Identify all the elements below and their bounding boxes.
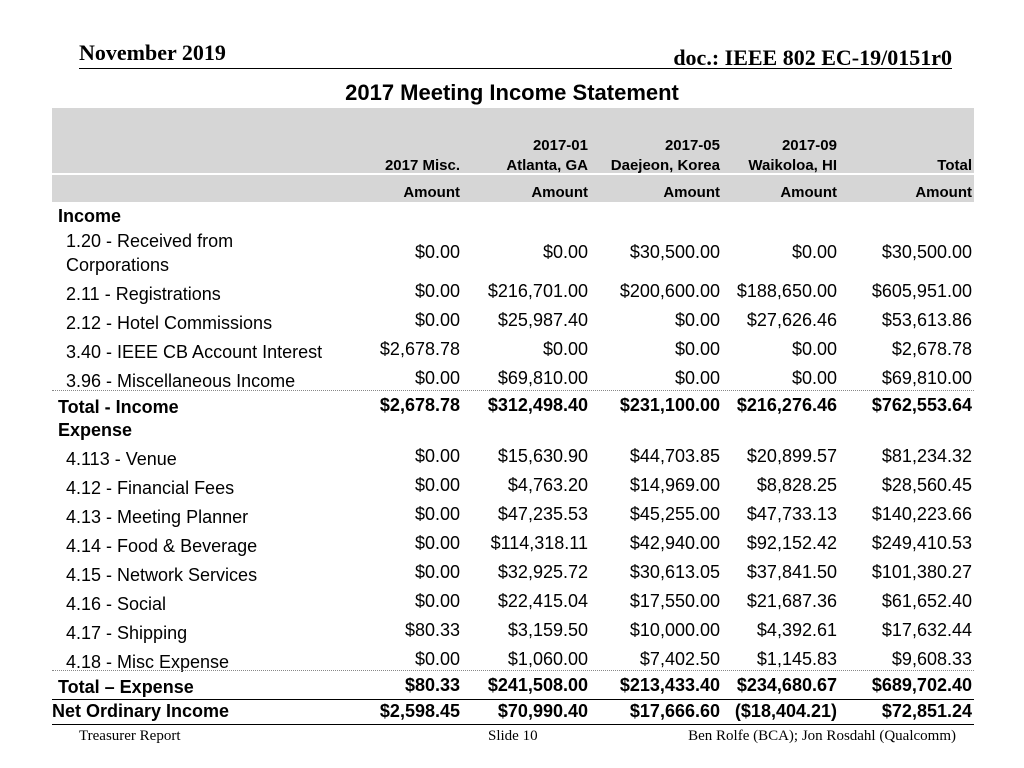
column-header-unit: Amount: [915, 184, 972, 201]
header-date: November 2019: [79, 40, 226, 65]
cell-value: $20,899.57: [746, 446, 837, 466]
cell-value: $69,810.00: [881, 368, 972, 388]
page-title: 2017 Meeting Income Statement: [345, 80, 679, 105]
cell-value: $32,925.72: [497, 562, 588, 582]
column-header-unit: Amount: [663, 184, 720, 201]
row-label: 4.17 - Shipping: [66, 623, 188, 643]
expense-section-label: Expense: [58, 420, 133, 440]
cell-value: $37,841.50: [746, 562, 837, 582]
cell-value: $4,392.61: [756, 620, 837, 640]
cell-value: $44,703.85: [629, 446, 720, 466]
cell-value: $0.00: [414, 504, 460, 524]
cell-value: $25,987.40: [497, 310, 588, 330]
cell-value: $70,990.40: [497, 701, 588, 721]
cell-value: $42,940.00: [629, 533, 720, 553]
cell-value: $0.00: [542, 242, 588, 262]
cell-value: $2,678.78: [891, 339, 972, 359]
header-rule: [79, 68, 952, 69]
cell-value: $9,608.33: [891, 649, 972, 669]
column-header-unit: Amount: [531, 184, 588, 201]
row-label: 4.14 - Food & Beverage: [66, 536, 258, 556]
cell-value: $81,234.32: [881, 446, 972, 466]
row-label: 1.20 - Received from: [66, 231, 234, 251]
cell-value: $30,613.05: [629, 562, 720, 582]
cell-value: $17,666.60: [629, 701, 720, 721]
cell-value: $27,626.46: [746, 310, 837, 330]
cell-value: $0.00: [414, 533, 460, 553]
footer-left: Treasurer Report: [79, 728, 181, 744]
income-total-label: Total - Income: [58, 397, 179, 417]
cell-value: $53,613.86: [881, 310, 972, 330]
row-label: 4.15 - Network Services: [66, 565, 258, 585]
cell-value: $3,159.50: [507, 620, 588, 640]
table-bottom-rule: [52, 724, 974, 725]
cell-value: $10,000.00: [629, 620, 720, 640]
cell-value: $0.00: [414, 310, 460, 330]
column-header-unit: Amount: [403, 184, 460, 201]
cell-value: $14,969.00: [629, 475, 720, 495]
column-header-line2: Waikoloa, HI: [748, 157, 837, 174]
footer-authors: Ben Rolfe (BCA); Jon Rosdahl (Qualcomm): [688, 728, 956, 744]
row-label: 2.11 - Registrations: [66, 284, 221, 304]
cell-value: $1,060.00: [507, 649, 588, 669]
footer-slide-number: Slide 10: [488, 728, 538, 744]
cell-value: $47,235.53: [497, 504, 588, 524]
row-label: 4.12 - Financial Fees: [66, 478, 235, 498]
cell-value: $234,680.67: [736, 675, 837, 695]
expense-total-label: Total – Expense: [58, 677, 194, 697]
row-label: 3.96 - Miscellaneous Income: [66, 371, 296, 391]
column-header-line2: Atlanta, GA: [506, 157, 588, 174]
header-doc-id: doc.: IEEE 802 EC-19/0151r0: [673, 45, 952, 70]
expense-total-rule: [52, 670, 974, 671]
column-header-line1: 2017-09: [781, 137, 837, 154]
cell-value: $0.00: [674, 310, 720, 330]
cell-value: $0.00: [414, 591, 460, 611]
cell-value: $241,508.00: [487, 675, 588, 695]
income-section-label: Income: [58, 206, 122, 226]
cell-value: $0.00: [542, 339, 588, 359]
cell-value: $45,255.00: [629, 504, 720, 524]
cell-value: $4,763.20: [507, 475, 588, 495]
cell-value: $2,678.78: [379, 395, 460, 415]
cell-value: $30,500.00: [881, 242, 972, 262]
cell-value: $69,810.00: [497, 368, 588, 388]
cell-value: $72,851.24: [881, 701, 972, 721]
cell-value: $101,380.27: [871, 562, 972, 582]
row-label: 2.12 - Hotel Commissions: [66, 313, 273, 333]
cell-value: $21,687.36: [746, 591, 837, 611]
cell-value: $2,598.45: [379, 701, 460, 721]
cell-value: $30,500.00: [629, 242, 720, 262]
cell-value: $80.33: [404, 675, 460, 695]
cell-value: $28,560.45: [881, 475, 972, 495]
cell-value: $1,145.83: [756, 649, 837, 669]
cell-value: $0.00: [414, 368, 460, 388]
net-income-label: Net Ordinary Income: [52, 701, 230, 721]
income-total-rule: [52, 390, 974, 391]
cell-value: $216,276.46: [736, 395, 837, 415]
cell-value: $0.00: [791, 242, 837, 262]
cell-value: $15,630.90: [497, 446, 588, 466]
cell-value: $216,701.00: [487, 281, 588, 301]
cell-value: $80.33: [404, 620, 460, 640]
cell-value: $61,652.40: [881, 591, 972, 611]
cell-value: $114,318.11: [490, 533, 588, 553]
cell-value: $47,733.13: [746, 504, 837, 524]
cell-value: $7,402.50: [639, 649, 720, 669]
row-label: 4.113 - Venue: [66, 449, 177, 469]
row-label-continued: Corporations: [66, 255, 170, 275]
cell-value: $17,632.44: [881, 620, 972, 640]
column-header-line2: Daejeon, Korea: [610, 157, 720, 174]
column-header-line2: Total: [937, 157, 972, 174]
cell-value: $2,678.78: [379, 339, 460, 359]
cell-value: $231,100.00: [619, 395, 720, 415]
cell-value: $605,951.00: [871, 281, 972, 301]
column-header-line1: 2017-01: [532, 137, 588, 154]
cell-value: $0.00: [414, 242, 460, 262]
cell-value: $689,702.40: [871, 675, 972, 695]
cell-value: $140,223.66: [871, 504, 972, 524]
column-header-line2: 2017 Misc.: [384, 157, 460, 174]
cell-value: $312,498.40: [487, 395, 588, 415]
cell-value: $200,600.00: [619, 281, 720, 301]
row-label: 4.18 - Misc Expense: [66, 652, 230, 672]
cell-value: $0.00: [414, 475, 460, 495]
cell-value: $8,828.25: [756, 475, 837, 495]
cell-value: $92,152.42: [746, 533, 837, 553]
row-label: 3.40 - IEEE CB Account Interest: [66, 342, 323, 362]
column-header-line1: 2017-05: [664, 137, 720, 154]
cell-value: $213,433.40: [619, 675, 720, 695]
cell-value: $0.00: [791, 339, 837, 359]
cell-value: $0.00: [414, 562, 460, 582]
cell-value: $17,550.00: [629, 591, 720, 611]
row-label: 4.13 - Meeting Planner: [66, 507, 249, 527]
cell-value: $188,650.00: [736, 281, 837, 301]
column-header-unit: Amount: [780, 184, 837, 201]
cell-value: $0.00: [414, 446, 460, 466]
cell-value: $0.00: [674, 339, 720, 359]
cell-value: ($18,404.21): [734, 701, 837, 721]
row-label: 4.16 - Social: [66, 594, 167, 614]
cell-value: $0.00: [674, 368, 720, 388]
cell-value: $762,553.64: [871, 395, 972, 415]
cell-value: $0.00: [791, 368, 837, 388]
cell-value: $0.00: [414, 649, 460, 669]
cell-value: $0.00: [414, 281, 460, 301]
cell-value: $249,410.53: [871, 533, 972, 553]
cell-value: $22,415.04: [497, 591, 588, 611]
